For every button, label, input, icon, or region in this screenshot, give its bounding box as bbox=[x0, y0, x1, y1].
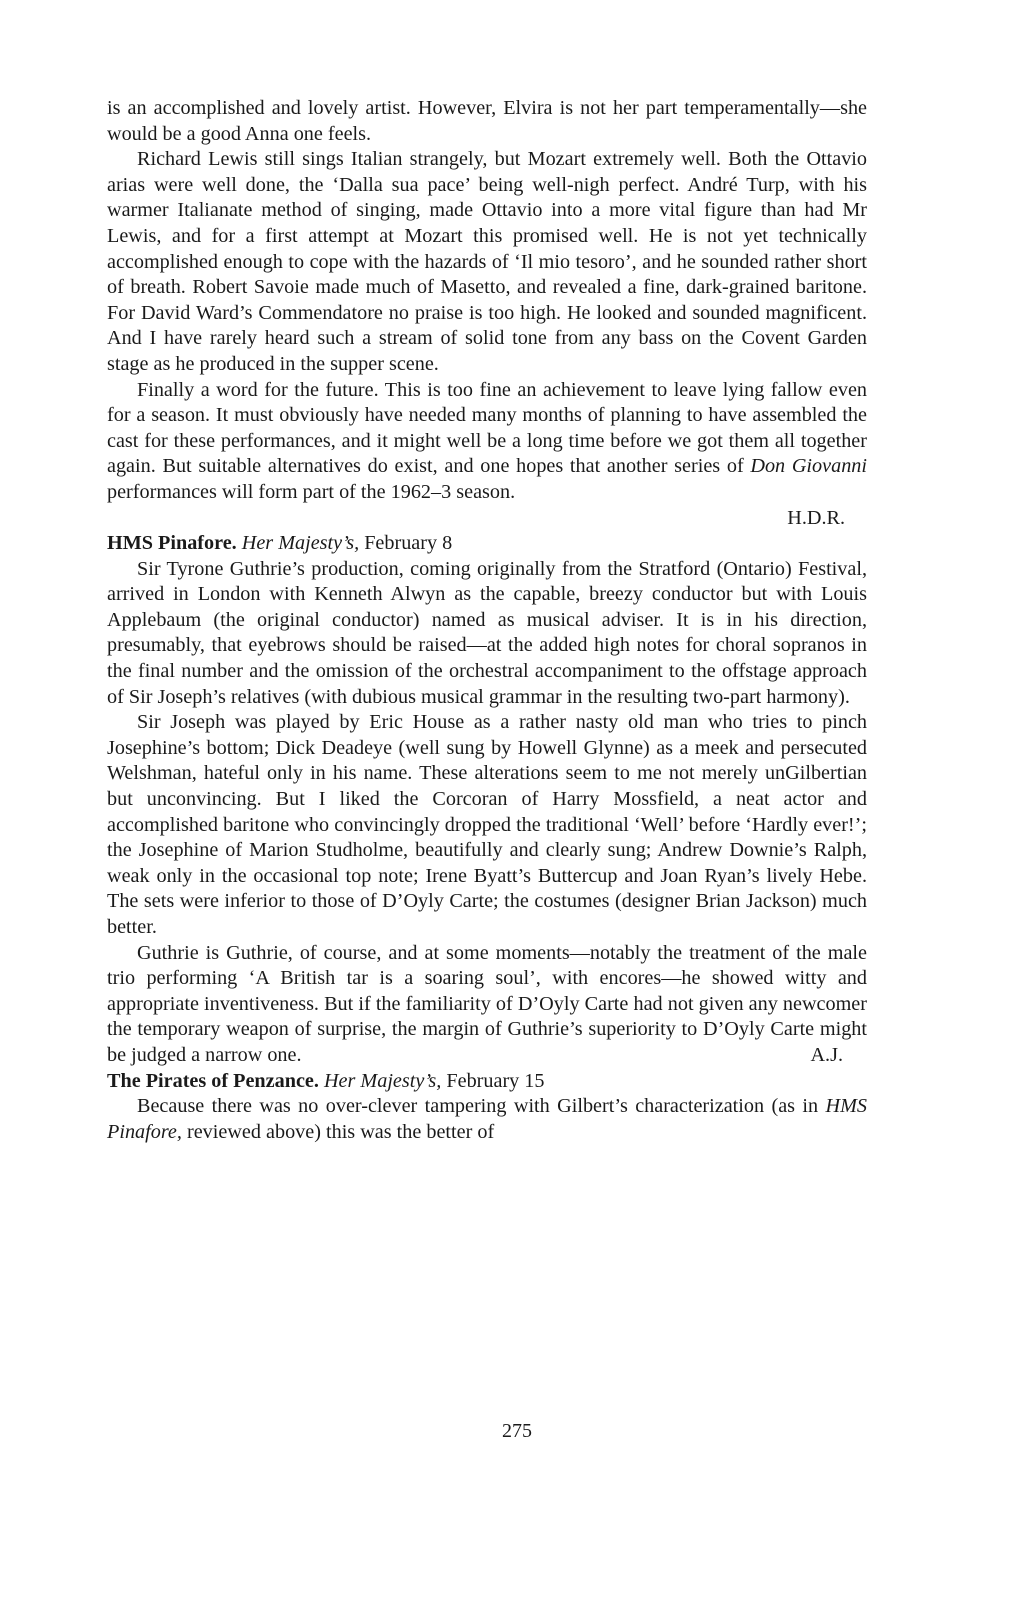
work-title: HMS Pinafore, bbox=[107, 1095, 867, 1143]
text-column bbox=[107, 96, 867, 1145]
paragraph: Sir Tyrone Guthrie’s production, coming originally from the Stratford (Ontario) Festival, arrived in London with Kenneth Alwyn as the capable, breezy conductor but with Louis Applebaum (the original conductor) named as musical adviser. It is in his direction, presumably, that eyebrows should be raised—at the added high notes for choral sopranos in the final number and the omission of the orchestral accompaniment to the offstage approach of Sir Joseph’s relatives (with dubious musical grammar in the resulting two-part harmony). bbox=[107, 557, 867, 708]
heading-date: February 8 bbox=[364, 532, 453, 555]
text-run: Because there was no over-clever tampering with Gilbert’s characterization (as in bbox=[137, 1095, 826, 1118]
section-heading bbox=[107, 1069, 867, 1095]
reviewer-signature: A.J. bbox=[810, 1043, 843, 1066]
paragraph: Richard Lewis still sings Italian strangely, but Mozart extremely well. Both the Ottavio arias were well done, the ‘Dalla sua pace’ being well-nigh perfect. André Turp, with his warmer Italianate method of singing, made Ottavio into a more vital figure than had Mr Lewis, and for a first attempt at Mozart this promised well. He is not yet technically accomplished enough to cope with the hazards of ‘Il mio tesoro’, and he sounded rather short of breath. Robert Savoie made much of Masetto, and revealed a fine, dark-grained baritone. For David Ward’s Commendatore no praise is too high. He looked and sounded magnificent. And I have rarely heard such a stream of solid tone from any bass on the Covent Garden stage as he produced in the supper scene. bbox=[107, 148, 867, 375]
paragraph: is an accomplished and lovely artist. However, Elvira is not her part temperamentally—she would be a good Anna one feels. bbox=[107, 97, 867, 145]
heading-title: The Pirates of Penzance. bbox=[107, 1069, 319, 1092]
paragraph bbox=[107, 1094, 867, 1145]
paragraph bbox=[107, 378, 867, 506]
work-title: Don Giovanni bbox=[750, 455, 867, 478]
text-run: Finally a word for the future. This is too fine an achievement to leave lying fallow even for a season. It must obviously have needed many months of planning to have assembled the cast for these performances, and it might well be a long time before we got them all together again. But suitable alternatives do exist, and one hopes that another series of bbox=[107, 378, 867, 478]
section-heading bbox=[107, 531, 867, 557]
page-number: 275 bbox=[502, 1420, 532, 1442]
heading-date: February 15 bbox=[446, 1069, 545, 1092]
heading-venue: Her Majesty’s, bbox=[241, 532, 360, 555]
reviewer-signature: H.D.R. bbox=[787, 506, 845, 529]
heading-venue: Her Majesty’s, bbox=[323, 1069, 442, 1092]
text-run: reviewed above) this was the better of bbox=[181, 1120, 495, 1143]
paragraph: Sir Joseph was played by Eric House as a rather nasty old man who tries to pinch Josephine’s bottom; Dick Deadeye (well sung by Howell Glynne) as a meek and persecuted Welshman, hateful only in his name. These alterations seem to me not merely unGilbertian but unconvincing. But I liked the Corcoran of Harry Mossfield, a neat actor and accomplished baritone who convincingly dropped the traditional ‘Well’ before ‘Hardly ever!’; the Josephine of Marion Studholme, beautifully and clearly sung; Andrew Downie’s Ralph, weak only in the occasional top note; Irene Byatt’s Buttercup and Joan Ryan’s lively Hebe. The sets were inferior to those of D’Oyly Carte; the costumes (designer Brian Jackson) much better. bbox=[107, 711, 867, 938]
text-run: Guthrie is Guthrie, of course, and at some moments—notably the treatment of the male trio performing ‘A British tar is a soaring soul’, with encores—he showed witty and appropriate inventiveness. But if the familiarity of D’Oyly Carte had not given any newcomer the temporary weapon of surprise, the margin of Guthrie’s superiority to D’Oyly Carte might be judged a narrow one. bbox=[107, 941, 867, 1066]
paragraph bbox=[107, 941, 867, 1069]
heading-title: HMS Pinafore. bbox=[107, 532, 237, 555]
text-run: performances will form part of the 1962–3 season. bbox=[107, 480, 516, 503]
